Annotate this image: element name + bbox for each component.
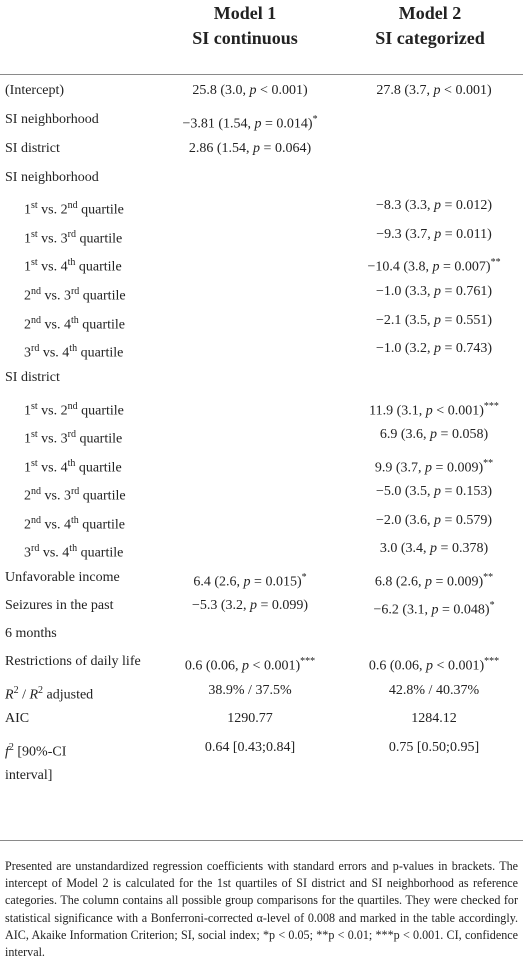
model2-cell: −6.2 (3.1, p = 0.048)* [373,600,495,618]
model2-header [345,0,515,73]
row-label: SI district [5,370,60,385]
row-label: Seizures in the past [5,598,114,613]
model2-cell: −1.0 (3.3, p = 0.761) [375,284,493,299]
row-label: Restrictions of daily life [5,654,141,669]
model2-subtitle: SI categorized [375,28,485,48]
model1-title: Model 1 [213,3,277,23]
row-label: 1st vs. 2nd quartile [24,401,124,419]
model1-cell: 1290.77 [227,711,273,726]
model1-subtitle: SI continuous [192,28,298,48]
row-label: 2nd vs. 4th quartile [24,315,125,333]
row-label: SI neighborhood [5,170,99,185]
row-label: SI neighborhood [5,112,99,127]
model1-cell: 0.6 (0.06, p < 0.001)*** [184,656,316,674]
row-label: Unfavorable income [5,570,120,585]
model2-cell: 6.9 (3.6, p = 0.058) [379,427,489,442]
model2-cell: 6.8 (2.6, p = 0.009)** [374,572,494,590]
row-label: interval] [5,768,53,783]
row-label: 6 months [5,626,57,641]
model1-cell: 38.9% / 37.5% [208,683,292,698]
model2-cell: 11.9 (3.1, p < 0.001)*** [369,401,499,419]
row-label: 1st vs. 4th quartile [24,458,122,476]
row-label: 1st vs. 3rd quartile [24,229,123,247]
row-label: 2nd vs. 3rd quartile [24,286,126,304]
row-label: 1st vs. 3rd quartile [24,429,123,447]
row-label: 3rd vs. 4th quartile [24,343,124,361]
row-label: 2nd vs. 4th quartile [24,515,125,533]
model2-cell: 42.8% / 40.37% [388,683,480,698]
row-label: 3rd vs. 4th quartile [24,543,124,561]
row-label: 1st vs. 2nd quartile [24,200,124,218]
row-label: AIC [5,711,30,726]
model1-header [160,0,330,73]
model2-cell: 3.0 (3.4, p = 0.378) [379,541,489,556]
model2-cell: 0.6 (0.06, p < 0.001)*** [368,656,500,674]
row-label: (Intercept) [5,83,65,98]
model2-cell: 1284.12 [411,711,457,726]
row-label: $R^2 / R^2$ adjusted [5,685,94,703]
row-label: SI district [5,141,60,156]
header-rule [0,74,523,75]
model1-cell: −3.81 (1.54, p = 0.014)* [182,114,318,132]
table-footnote: Presented are unstandardized regression coefficients with standard errors and p-values in brackets. The intercept of Model 2 is calculated for the 1st quartiles of SI district and SI neighborhood as reference categories. The column contains all possible group comparisons for the quartiles. They were checked for statistical significance with a Bonferroni-corrected α-level of 0.008 and marked in the table accordingly. AIC, Akaike Information Criterion; SI, social index; *p < 0.05; **p < 0.01; ***p < 0.001. CI, confidence interval. [5,859,518,960]
model1-cell: −5.3 (3.2, p = 0.099) [191,598,309,613]
model2-cell: 9.9 (3.7, p = 0.009)** [374,458,494,476]
model2-cell: −2.0 (3.6, p = 0.579) [375,513,493,528]
model1-cell: 6.4 (2.6, p = 0.015)* [193,572,307,590]
bottom-rule [0,840,523,841]
model2-title: Model 2 [398,3,462,23]
model2-cell: −9.3 (3.7, p = 0.011) [376,227,492,242]
model2-cell: 0.75 [0.50;0.95] [388,740,480,755]
row-label: 1st vs. 4th quartile [24,257,122,275]
model1-cell: 0.64 [0.43;0.84] [204,740,296,755]
model2-cell: −2.1 (3.5, p = 0.551) [375,313,493,328]
row-label: 2nd vs. 3rd quartile [24,486,126,504]
row-label: $f^2$ [90%-CI [5,742,67,760]
model2-cell: −8.3 (3.3, p = 0.012) [375,198,493,213]
model1-cell: 2.86 (1.54, p = 0.064) [188,141,312,156]
model2-cell: −5.0 (3.5, p = 0.153) [375,484,493,499]
model2-cell: −10.4 (3.8, p = 0.007)** [367,257,501,275]
model2-cell: 27.8 (3.7, p < 0.001) [376,83,492,98]
model1-cell: 25.8 (3.0, p < 0.001) [192,83,308,98]
model2-cell: −1.0 (3.2, p = 0.743) [375,341,493,356]
